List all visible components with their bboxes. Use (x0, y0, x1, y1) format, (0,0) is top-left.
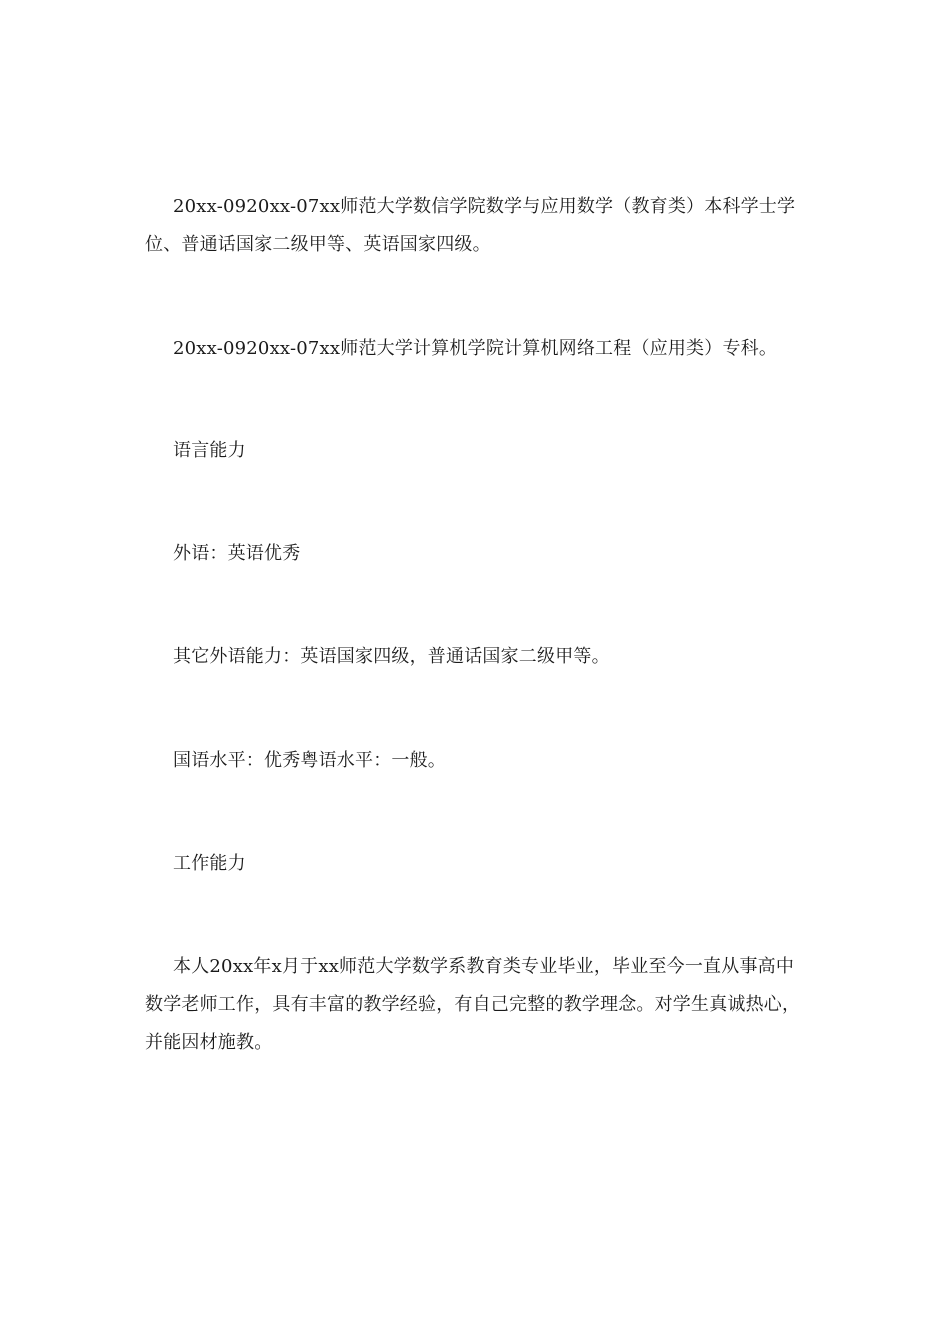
work-ability-description: 本人20xx年x月于xx师范大学数学系教育类专业毕业，毕业至今一直从事高中数学老师工作，具有丰富的教学经验，有自己完整的教学理念。对学生真诚热心，并能因材施教。 (145, 956, 801, 1053)
education-entry-bachelor: 20xx-0920xx-07xx师范大学数信学院数学与应用数学（教育类）本科学士学位、普通话国家二级甲等、英语国家四级。 (145, 196, 796, 255)
education-entry-associate: 20xx-0920xx-07xx师范大学计算机学院计算机网络工程（应用类）专科。 (173, 338, 778, 359)
foreign-language-line: 外语：英语优秀 (173, 543, 301, 564)
other-language-ability-line: 其它外语能力：英语国家四级，普通话国家二级甲等。 (173, 646, 610, 667)
section-heading-language-ability: 语言能力 (173, 440, 246, 461)
section-heading-work-ability: 工作能力 (173, 853, 246, 874)
mandarin-cantonese-level-line: 国语水平：优秀粤语水平：一般。 (173, 750, 446, 771)
